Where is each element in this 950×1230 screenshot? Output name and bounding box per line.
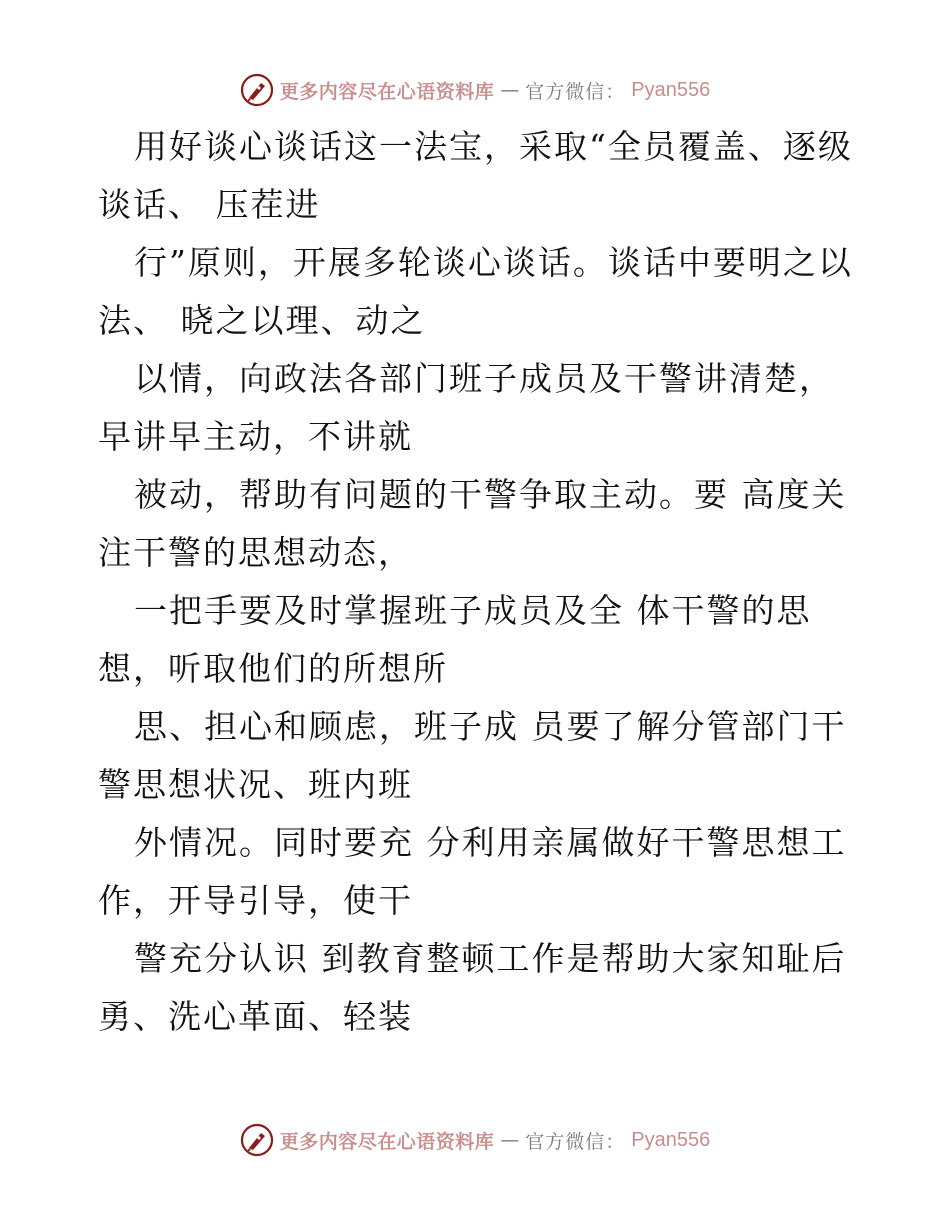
banner-slogan: 更多内容尽在心语资料库 <box>279 80 495 103</box>
body-line: 想，听取他们的所想所 <box>98 649 448 688</box>
banner-separator: — <box>500 1129 520 1151</box>
document-body <box>98 118 868 1046</box>
banner-inner <box>240 73 711 107</box>
banner-wechat-id: Pyan556 <box>631 78 711 101</box>
body-line: 以情，向政法各部门班子成员及干警讲清楚， <box>134 359 834 398</box>
body-line: 法、 晓之以理、动之 <box>98 301 426 340</box>
header-banner <box>0 70 950 110</box>
body-line: 一把手要及时掌握班子成员及全 体干警的思 <box>134 591 812 630</box>
banner-wechat-label: 官方微信： <box>525 1130 626 1153</box>
body-line: 思、担心和顾虑，班子成 员要了解分管部门干 <box>134 707 847 746</box>
body-line: 警充分认识 到教育整顿工作是帮助大家知耻后 <box>134 939 847 978</box>
body-line: 作，开导引导，使干 <box>98 881 413 920</box>
banner-wechat-id: Pyan556 <box>631 1128 711 1151</box>
body-line: 勇、洗心革面、轻装 <box>98 997 413 1036</box>
banner-separator: — <box>500 79 520 101</box>
body-line: 外情况。同时要充 分利用亲属做好干警思想工 <box>134 823 847 862</box>
banner-inner <box>240 1123 711 1157</box>
pen-nib-logo-icon <box>240 73 274 107</box>
banner-slogan: 更多内容尽在心语资料库 <box>279 1130 495 1153</box>
pen-nib-logo-icon <box>240 1123 274 1157</box>
body-line: 用好谈心谈话这一法宝，采取“全员覆盖、逐级 <box>134 127 853 166</box>
body-line: 注干警的思想动态， <box>98 533 413 572</box>
body-line: 谈话、 压茬进 <box>98 185 321 224</box>
body-line: 行”原则，开展多轮谈心谈话。谈话中要明之以 <box>134 243 853 282</box>
body-line: 被动，帮助有问题的干警争取主动。要 高度关 <box>134 475 847 514</box>
body-line: 早讲早主动，不讲就 <box>98 417 413 456</box>
banner-wechat-label: 官方微信： <box>525 80 626 103</box>
body-line: 警思想状况、班内班 <box>98 765 413 804</box>
footer-banner <box>0 1120 950 1160</box>
